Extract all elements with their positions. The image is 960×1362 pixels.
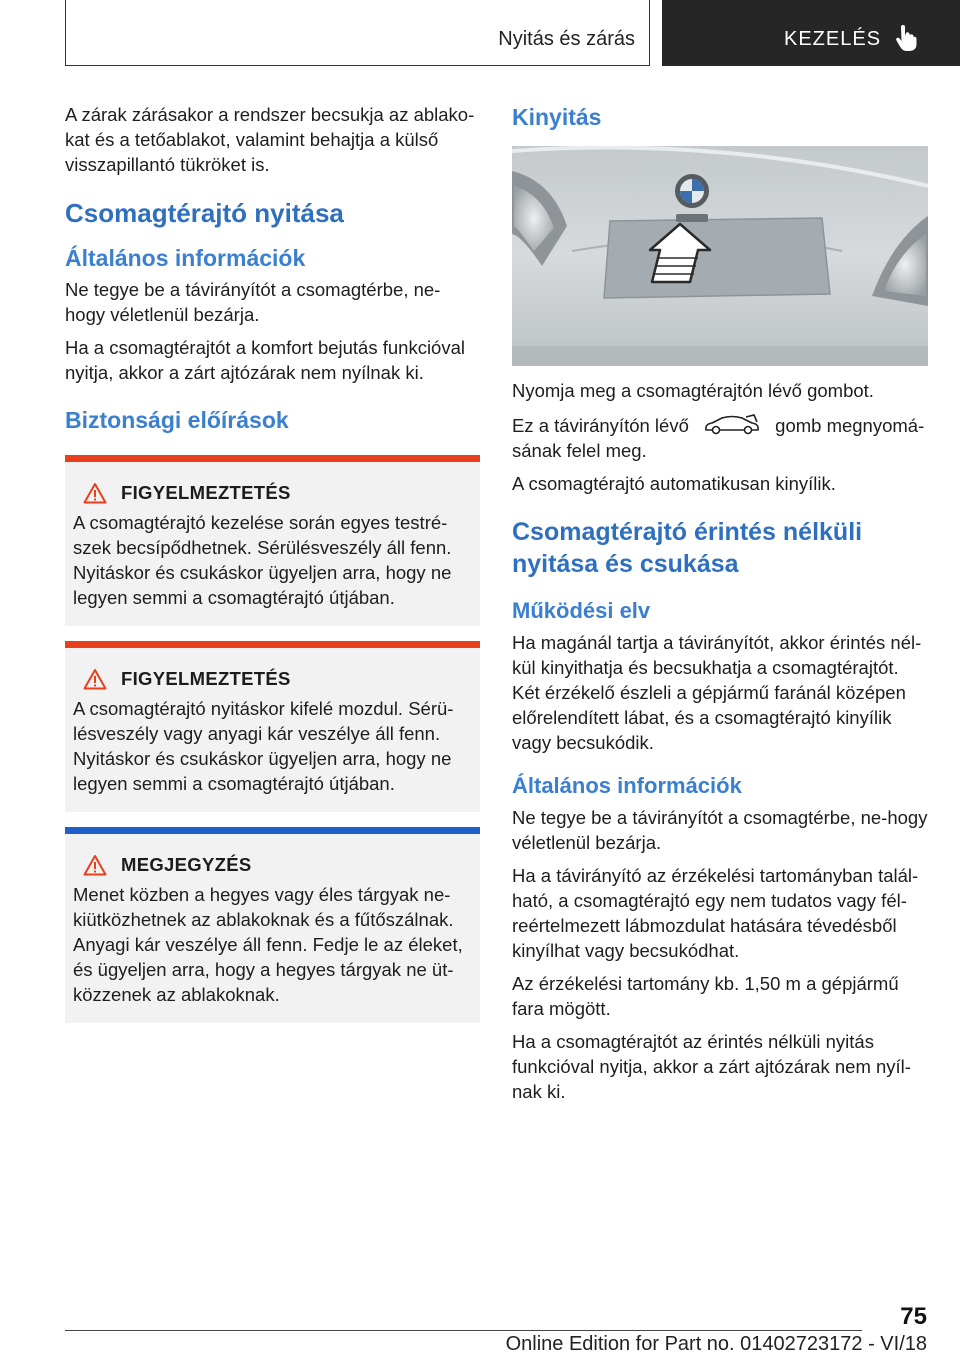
warning-triangle-icon xyxy=(83,668,107,690)
general-info-2-paragraph-4: Ha a csomagtérajtót az érintés nélküli nyitás funkcióval nyitja, akkor a zárt ajtózárak nem nyíl-nak ki. xyxy=(512,1031,911,1102)
intro-paragraph: A zárak zárásakor a rendszer becsukja az ablako-kat és a tetőablakot, valamint behajtja a külső visszapillantó tükröket is. xyxy=(65,104,475,175)
unlock-paragraph-2 xyxy=(512,413,928,463)
subheading-safety: Biztonsági előírások xyxy=(65,407,289,433)
note-text: Menet közben a hegyes vagy éles tárgyak ne-kiütközhetnek az ablakoknak és a fűtőszálnak. Anyagi kár veszélye áll fenn. Fedje le az éleket, és ügyeljen arra, hogy a hegyes tárgyak ne üt-közzenek az ablakoknak. xyxy=(73,884,463,1005)
warning-title-2: FIGYELMEZTETÉS xyxy=(121,668,291,689)
unlock-paragraph-3: A csomagtérajtó automatikusan kinyílik. xyxy=(512,473,836,494)
warning-box-2 xyxy=(65,641,480,812)
footer-divider xyxy=(65,1330,862,1331)
subheading-principle: Működési elv xyxy=(512,598,651,623)
general-info-2-paragraph-1: Ne tegye be a távirányítót a csomagtérbe, ne-hogy véletlenül bezárja. xyxy=(512,807,928,853)
header-chapter-title: KEZELÉS xyxy=(784,28,882,50)
hand-pointer-icon xyxy=(895,25,917,51)
section-heading-trunk-opening: Csomagtérajtó nyitása xyxy=(65,198,344,228)
subheading-general-info: Általános információk xyxy=(65,245,306,271)
unlock-paragraph-2a: Ez a távirányítón lévő xyxy=(512,415,689,436)
header-section-tab xyxy=(65,0,650,66)
warning-triangle-icon xyxy=(83,482,107,504)
general-info-2-paragraph-2: Ha a távirányító az érzékelési tartományban talál-ható, a csomagtérajtó egy nem tudatos vagy fél-reértelmezett lábmozdulat hatására tévedésből kinyílhat vagy becsukódhat. xyxy=(512,865,919,961)
warning-text-1: A csomagtérajtó kezelése során egyes testré-szek becsípődhetnek. Sérülésveszély áll fenn. Nyitáskor és csukáskor ügyeljen arra, hogy ne legyen semmi a csomagtérajtó útjában. xyxy=(73,512,452,608)
page-number: 75 xyxy=(900,1303,927,1330)
principle-paragraph: Ha magánál tartja a távirányítót, akkor érintés nél-kül kinyithatja és becsukhatja a csomagtérajtót. Két érzékelő észleli a gépjármű faránál középen előrelendített lábat, és a csomagtérajtó kinyílik vagy becsukódik. xyxy=(512,632,922,753)
left-column xyxy=(65,102,480,1023)
warning-triangle-icon xyxy=(83,854,107,876)
footer-edition: Online Edition for Part no. 01402723172 - VI/18 xyxy=(505,1333,927,1355)
general-info-paragraph-1: Ne tegye be a távirányítót a csomagtérbe, ne-hogy véletlenül bezárja. xyxy=(65,279,441,325)
note-title: MEGJEGYZÉS xyxy=(121,854,252,875)
right-column xyxy=(512,102,928,1112)
unlock-paragraph-1: Nyomja meg a csomagtérajtón lévő gombot. xyxy=(512,380,874,401)
unlock-paragraph-2b: gomb megnyomá-sának felel meg. xyxy=(512,415,925,461)
general-info-paragraph-2: Ha a csomagtérajtót a komfort bejutás funkcióval nyitja, akkor a zárt ajtózárak nem nyílnak ki. xyxy=(65,337,465,383)
section-heading-contactless: Csomagtérajtó érintés nélküli nyitása és csukása xyxy=(512,518,863,578)
subheading-general-info-2: Általános információk xyxy=(512,773,742,798)
header-section-title: Nyitás és zárás xyxy=(498,28,635,50)
car-trunk-icon xyxy=(702,414,762,436)
warning-box-1 xyxy=(65,455,480,626)
warning-text-2: A csomagtérajtó nyitáskor kifelé mozdul. Sérü-lésveszély vagy anyagi kár veszélye áll fenn. Nyitáskor és csukáskor ügyeljen arra, hogy ne legyen semmi a csomagtérajtó útjában. xyxy=(73,698,454,794)
header-chapter-tab xyxy=(662,0,960,66)
warning-title-1: FIGYELMEZTETÉS xyxy=(121,482,291,503)
general-info-2-paragraph-3: Az érzékelési tartomány kb. 1,50 m a gépjármű fara mögött. xyxy=(512,973,899,1019)
trunk-button-photo xyxy=(512,146,928,366)
note-box xyxy=(65,827,480,1023)
subheading-unlocking: Kinyitás xyxy=(512,104,602,130)
